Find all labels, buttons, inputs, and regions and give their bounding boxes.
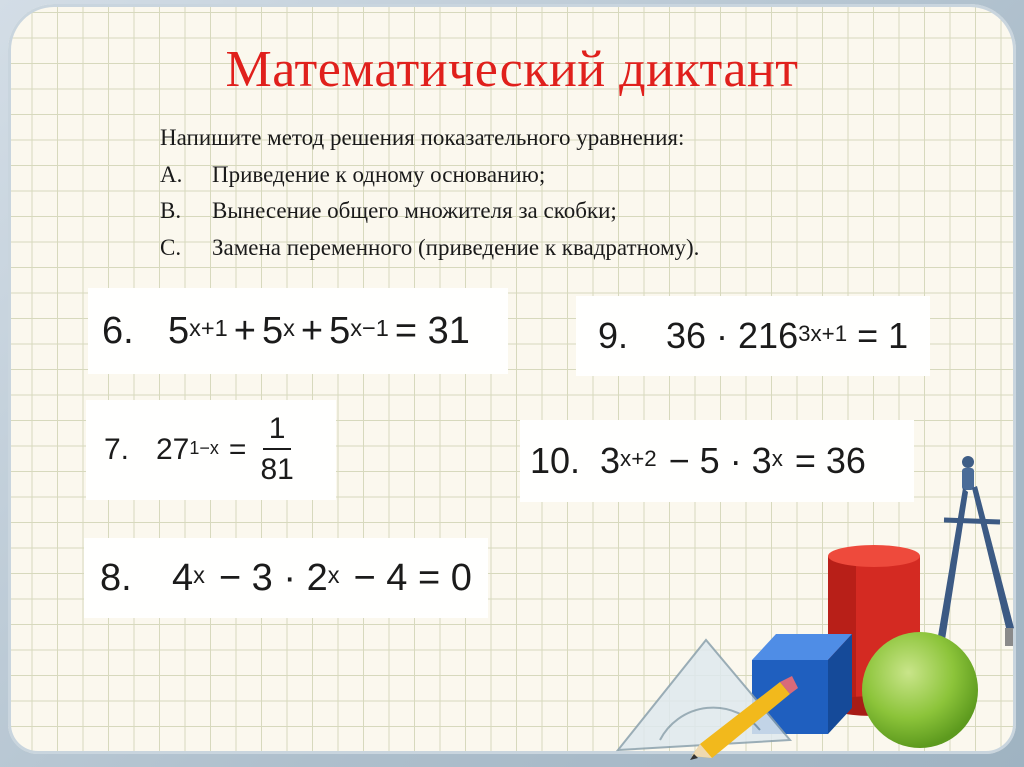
- instruction-text: Напишите метод решения показательного уравнения:: [160, 125, 685, 150]
- exponent: x−1: [350, 315, 389, 342]
- exponent: x+2: [620, 445, 657, 471]
- exponent: x: [327, 562, 340, 589]
- slide-title: Математический диктант: [225, 41, 799, 98]
- base: 3: [600, 440, 621, 481]
- base: 5: [261, 309, 284, 352]
- option-text: Замена переменного (приведение к квадратному).: [212, 234, 700, 260]
- right-hand-side: = 1: [857, 315, 909, 356]
- base: 5: [168, 309, 190, 352]
- middle-term: − 3 · 2: [218, 556, 328, 599]
- numerator: 1: [263, 410, 292, 450]
- exponent: x: [283, 315, 295, 342]
- equals-sign: =: [228, 433, 247, 466]
- option-letter: C.: [160, 234, 182, 260]
- exponent: 3x+1: [798, 320, 848, 346]
- option-text: Вынесение общего множителя за скобки;: [212, 198, 617, 223]
- base: 4: [172, 556, 194, 599]
- denominator: 81: [260, 453, 294, 486]
- equation-number: 10.: [530, 440, 581, 481]
- equation-number: 9.: [598, 315, 629, 356]
- base: 27: [156, 433, 190, 466]
- exponent: x+1: [189, 315, 228, 342]
- equation-number: 8.: [100, 556, 132, 599]
- exponent: x: [193, 562, 205, 589]
- exponent: x: [771, 445, 783, 471]
- compass-icon: [934, 456, 1014, 664]
- right-hand-side: = 31: [394, 309, 470, 352]
- left-hand-side: 36 · 216: [666, 315, 799, 356]
- exponent: 1−x: [189, 437, 219, 458]
- right-hand-side: = 36: [794, 440, 866, 481]
- base: 5: [329, 309, 351, 352]
- option-letter: B.: [160, 198, 182, 223]
- equation-number: 7.: [104, 433, 130, 466]
- equation-number: 6.: [102, 309, 134, 352]
- sphere-icon: [862, 632, 978, 748]
- operator: +: [233, 309, 256, 352]
- option-text: Приведение к одному основанию;: [212, 161, 546, 187]
- operator: +: [300, 309, 324, 352]
- option-letter: A.: [160, 161, 183, 187]
- right-hand-side: − 4 = 0: [353, 556, 472, 599]
- middle-term: − 5 · 3: [668, 440, 772, 481]
